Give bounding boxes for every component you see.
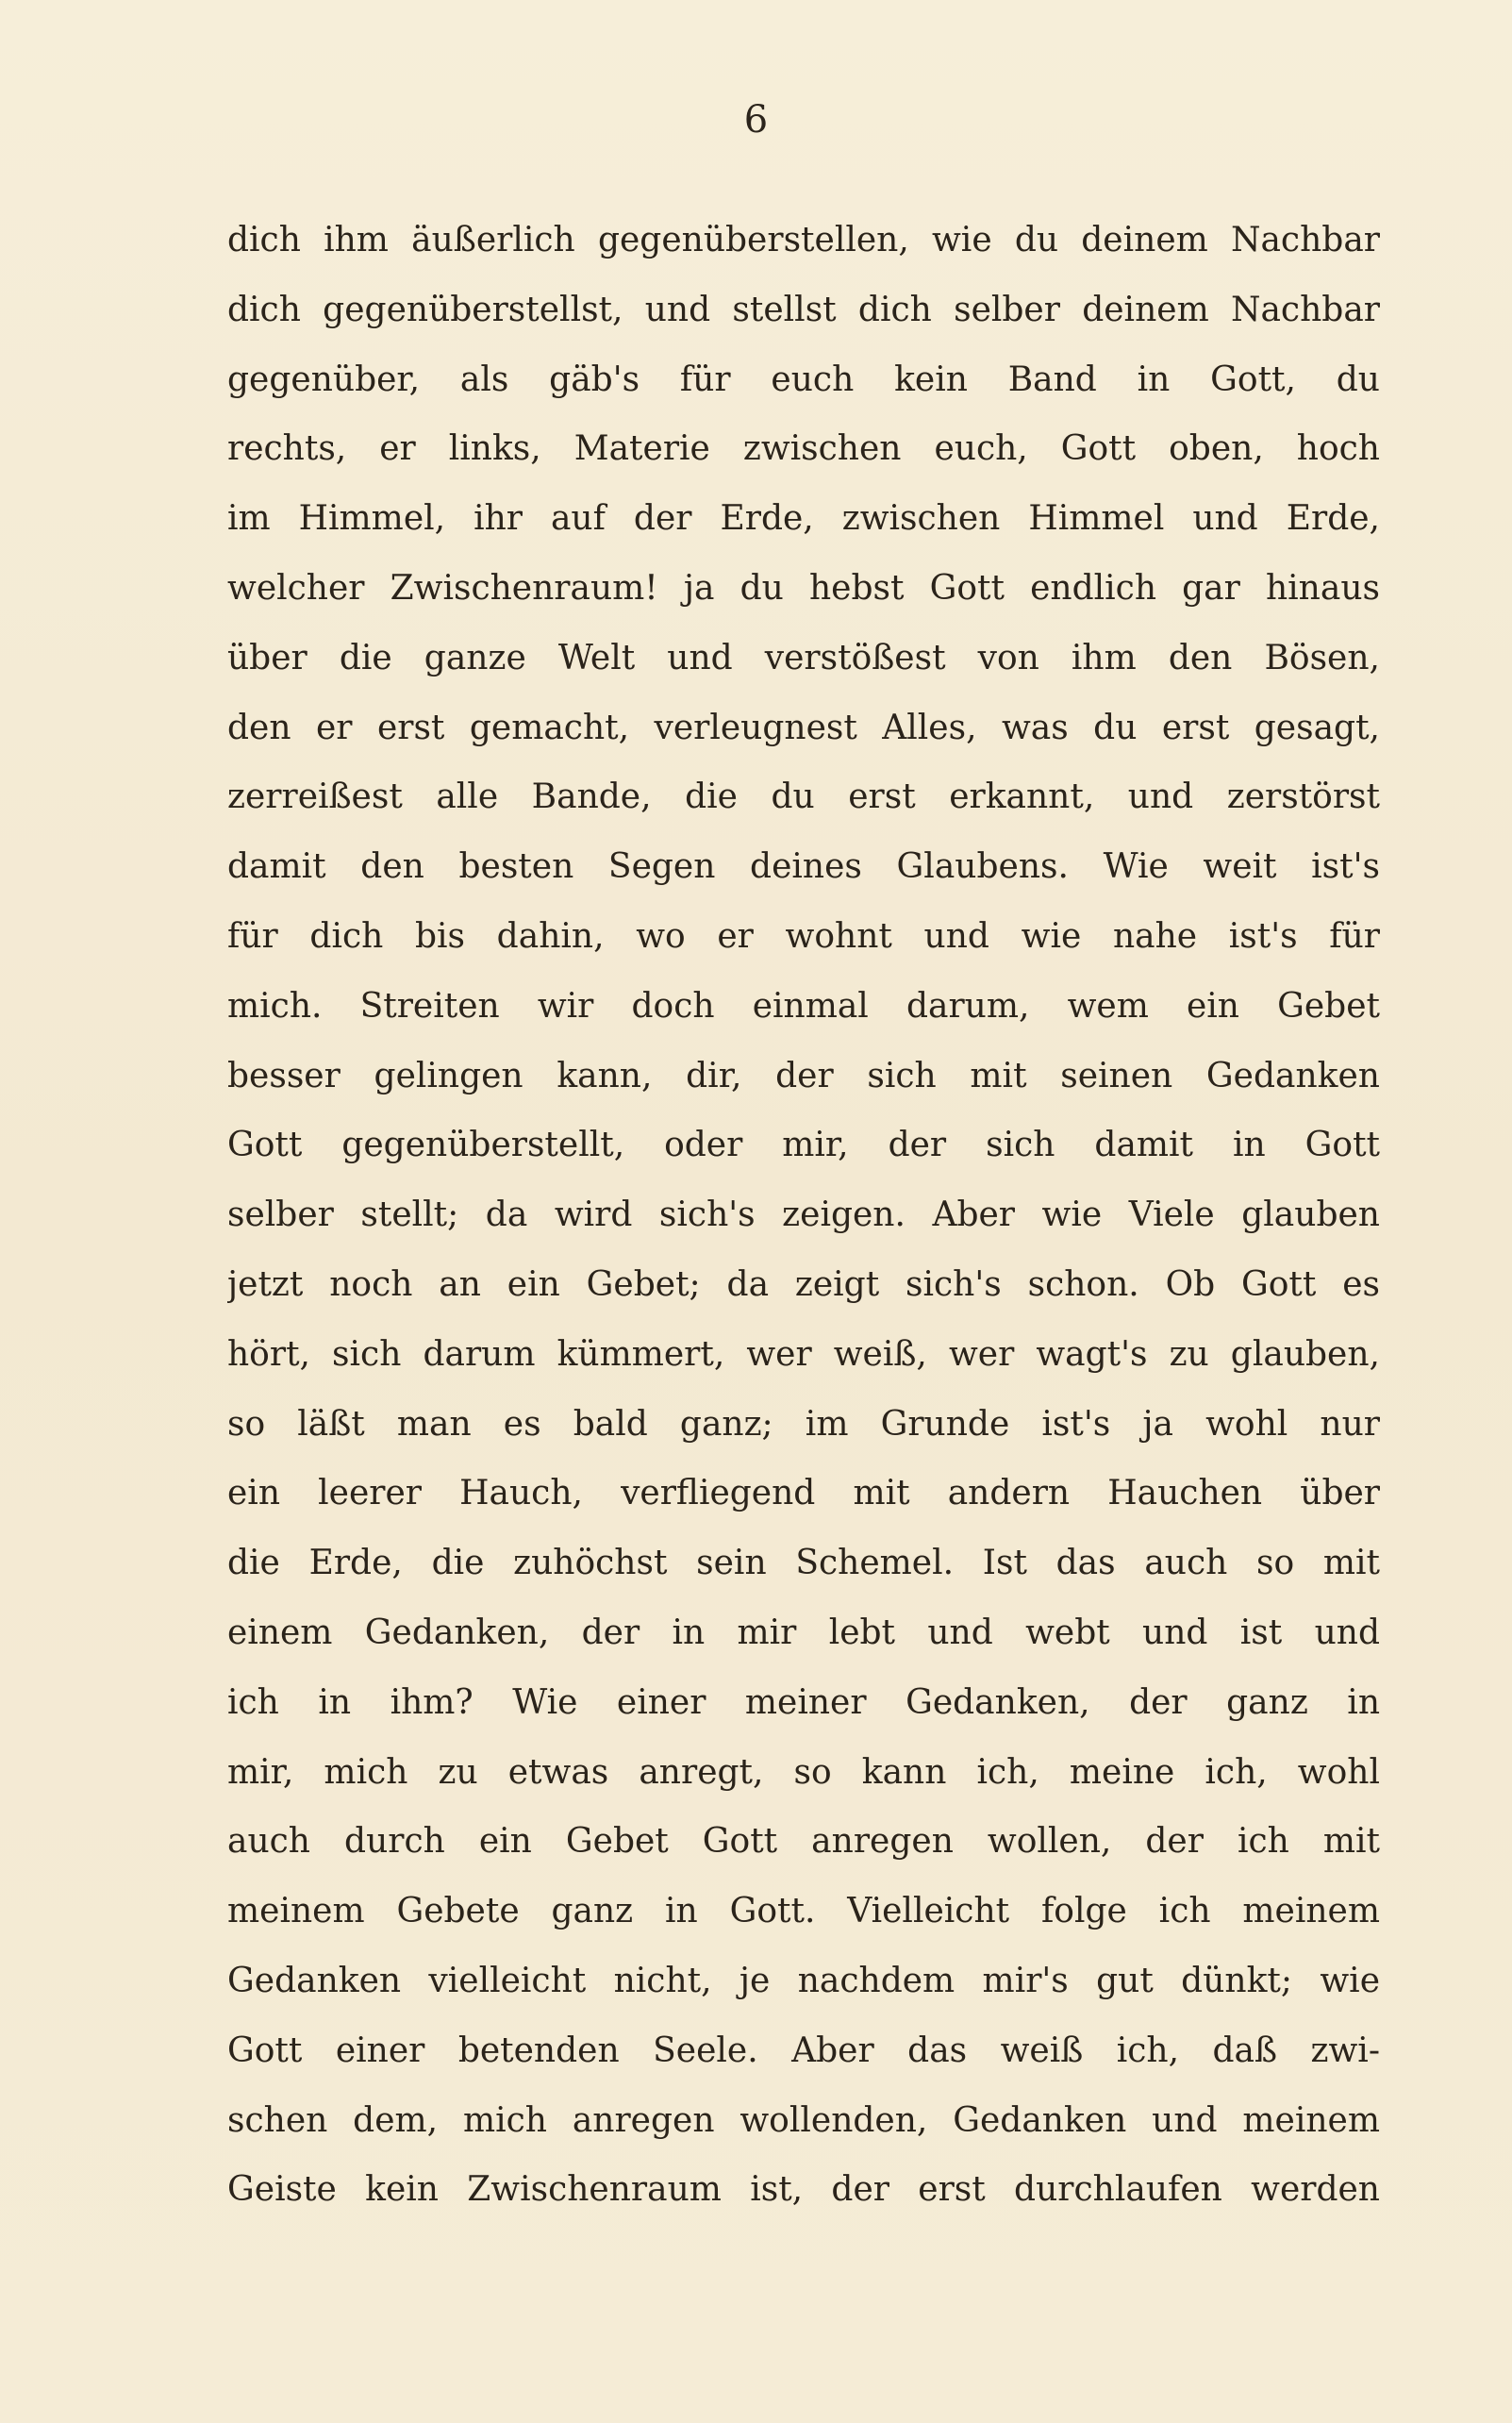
text-line: meinem Gebete ganz in Gott. Vielleicht folge ich meinem xyxy=(227,1892,1380,1931)
text-line: Gott gegenüberstellt, oder mir, der sich damit in Gott xyxy=(227,1126,1380,1165)
text-line: den er erst gemacht, verleugnest Alles, was du erst gesagt, xyxy=(227,708,1380,747)
text-line: Gedanken vielleicht nicht, je nachdem mir's gut dünkt; wie xyxy=(227,1961,1380,2000)
text-line: auch durch ein Gebet Gott anregen wollen, der ich mit xyxy=(227,1822,1380,1862)
text-line: rechts, er links, Materie zwischen euch, Gott oben, hoch xyxy=(227,429,1380,469)
text-line: ich in ihm? Wie einer meiner Gedanken, der ganz in xyxy=(227,1682,1380,1722)
text-line: über die ganze Welt und verstößest von ihm den Bösen, xyxy=(227,638,1380,677)
page-number: 6 xyxy=(743,98,769,142)
body-text xyxy=(227,206,1380,2225)
text-line: Gott einer betenden Seele. Aber das weiß ich, daß zwi- xyxy=(227,2030,1380,2070)
text-line: selber stellt; da wird sich's zeigen. Aber wie Viele glauben xyxy=(227,1195,1380,1235)
text-line: besser gelingen kann, dir, der sich mit seinen Gedanken xyxy=(227,1056,1380,1095)
text-line: dich ihm äußerlich gegenüberstellen, wie du deinem Nachbar xyxy=(227,221,1380,259)
text-line: welcher Zwischenraum! ja du hebst Gott endlich gar hinaus xyxy=(227,568,1380,608)
text-line: die Erde, die zuhöchst sein Schemel. Ist das auch so mit xyxy=(227,1544,1380,1583)
text-line: im Himmel, ihr auf der Erde, zwischen Himmel und Erde, xyxy=(227,499,1380,539)
text-line: dich gegenüberstellst, und stellst dich selber deinem Nachbar xyxy=(227,290,1380,329)
text-line: Geiste kein Zwischenraum ist, der erst durchlaufen werden xyxy=(227,2170,1380,2210)
text-line: ein leerer Hauch, verfliegend mit andern Hauchen über xyxy=(227,1474,1380,1513)
text-line: so läßt man es bald ganz; im Grunde ist's ja wohl nur xyxy=(227,1404,1380,1444)
text-line: jetzt noch an ein Gebet; da zeigt sich's schon. Ob Gott es xyxy=(227,1264,1380,1304)
text-line: für dich bis dahin, wo er wohnt und wie nahe ist's für xyxy=(227,916,1380,956)
text-line: mich. Streiten wir doch einmal darum, wem ein Gebet xyxy=(227,986,1380,1026)
text-line: hört, sich darum kümmert, wer weiß, wer wagt's zu glauben, xyxy=(227,1334,1380,1374)
text-line: zerreißest alle Bande, die du erst erkannt, und zerstörst xyxy=(227,777,1380,817)
text-line: mir, mich zu etwas anregt, so kann ich, meine ich, wohl xyxy=(227,1752,1380,1792)
text-line: gegenüber, als gäb's für euch kein Band in Gott, du xyxy=(227,359,1380,399)
text-line: einem Gedanken, der in mir lebt und webt und ist und xyxy=(227,1613,1380,1652)
text-line: schen dem, mich anregen wollenden, Gedanken und meinem xyxy=(227,2100,1380,2140)
text-line: damit den besten Segen deines Glaubens. Wie weit ist's xyxy=(227,847,1380,887)
